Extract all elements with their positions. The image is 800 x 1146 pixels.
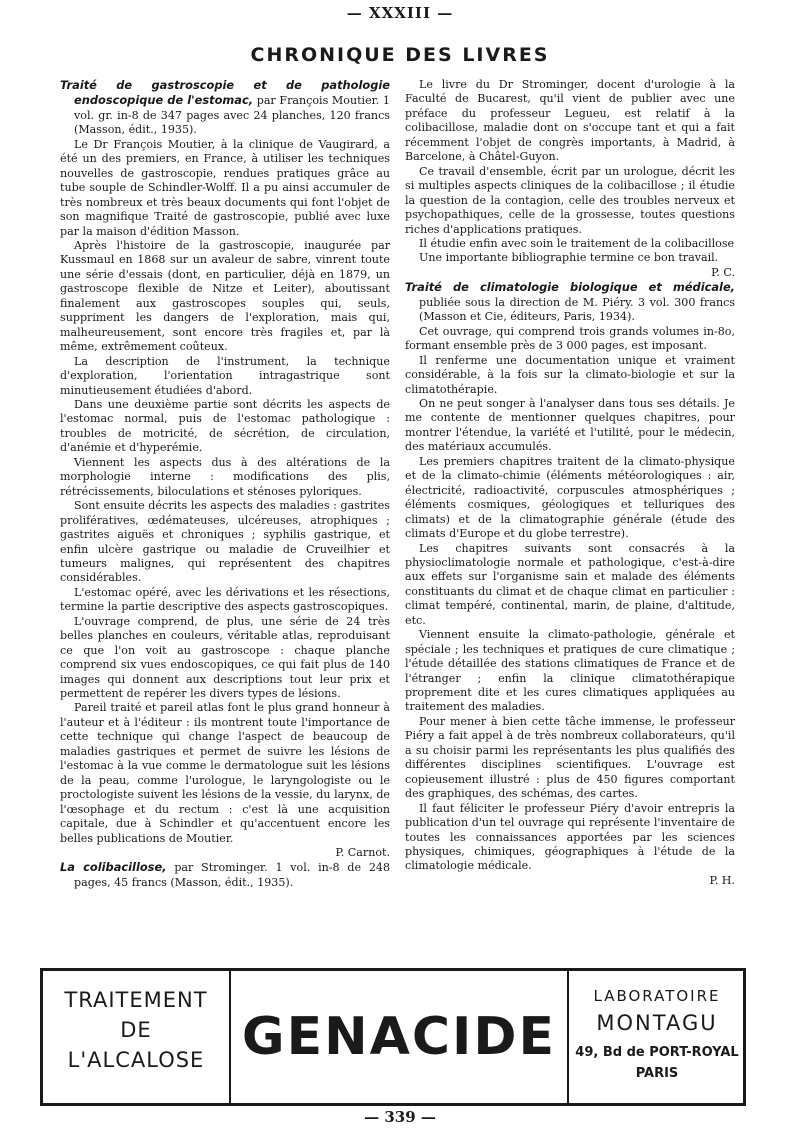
ad-brand-name: GENACIDE [241,1007,557,1067]
ad-address: 49, Bd de PORT-ROYAL [575,1045,739,1060]
paragraph: Les chapitres suivants sont consacrés à la physioclimatologie normale et pathologique, c'est-à-dire aux effets sur l'organisme sain et malade des éléments constituants du climat et de chaque climat en particulier : climat tempéré, continental, marin, de plaine, d'altitude, etc. [405,541,735,627]
left-column [60,78,390,890]
book-meta: par Strominger. 1 vol. in-8 de 248 pages, 45 francs (Masson, édit., 1935). [74,861,391,889]
ad-alcalose-line: L'ALCALOSE [67,1048,205,1072]
review-heading-climatologie [405,280,735,324]
paragraph: Viennent les aspects dus à des altérations de la morphologie interne : modifications des plis, rétrécissements, biloculations et sténoses pyloriques. [60,455,390,498]
paragraph: Pour mener à bien cette tâche immense, le professeur Piéry a fait appel à de très nombreux collaborateurs, qu'il a su choisir parmi les représentants les plus qualifiés des différentes disciplines scientifiques. L'ouvrage est copieusement illustré : plus de 450 figures comportant des graphiques, des schémas, des cartes. [405,714,735,801]
paragraph: Cet ouvrage, qui comprend trois grands volumes in-8o, formant ensemble près de 3 000 pages, est imposant. [405,324,735,353]
review-signature: P. Carnot. [335,846,390,860]
paragraph: L'estomac opéré, avec les dérivations et les résections, termine la partie descriptive des aspects gastroscopiques. [60,585,390,614]
book-title: Traité de gastroscopie et de pathologie endoscopique de l'estomac, [60,78,390,108]
paragraph: Les premiers chapitres traitent de la climato-physique et de la climato-chimie (éléments météorologiques : air, électricité, radioactivité, corpuscules atmosphériques ; éléments cosmiques, géologiques et telluriques des climats) et de la climatographie générale (étude des climats d'Europe et du globe terrestre). [405,454,735,541]
page-number: — 339 — [364,1108,436,1126]
review-heading-colibacillose [60,860,390,890]
section-roman-numeral: — XXXIII — [346,4,454,22]
book-meta: publiée sous la direction de M. Piéry. 3 vol. 300 francs (Masson et Cie, éditeurs, Paris, 1934). [419,295,735,324]
paragraph: Le Dr François Moutier, à la clinique de Vaugirard, a été un des premiers, en France, à utiliser les techniques nouvelles de gastroscopie, rendues pratiques grâce au tube souple de Schindler-Wolff. Il a pu ainsi accumuler de très nombreux et très beaux documents qui font l'objet de son magnifique Traité de gastroscopie, publié avec luxe par la maison d'édition Masson. [60,137,390,238]
paragraph: Une importante bibliographie termine ce bon travail. [419,251,719,265]
ad-left-panel [43,971,231,1103]
paragraph: Ce travail d'ensemble, écrit par un urologue, décrit les si multiples aspects cliniques de la colibacillose ; il étudie la question de la contagion, celle des troubles nerveux et psychopathiques, celle de la grossesse, toutes questions riches d'applications pratiques. [405,164,735,236]
book-title: Traité de climatologie biologique et médicale, [405,280,735,295]
paragraph: Le livre du Dr Strominger, docent d'urologie à la Faculté de Bucarest, qu'il vient de publier avec une préface du professeur Legueu, est relatif à la colibacillose, maladie dont on s'occupe tant et qui a fait récemment l'objet de congrès importants, à Madrid, à Barcelone, à Châtel-Guyon. [405,78,735,164]
paragraph: Après l'histoire de la gastroscopie, inaugurée par Kussmaul en 1868 sur un avaleur de sabre, vinrent toute une série d'essais (dont, en particulier, déjà en 1879, un gastroscope flexible de Nitze et Leiter), aboutissant finalement aux gastroscopes souples qui, seuls, suppriment les dangers de l'exploration, mais qui, malheureusement, sont encore très fragiles et, par là même, extrêmement coûteux. [60,238,390,354]
paragraph: Pareil traité et pareil atlas font le plus grand honneur à l'auteur et à l'éditeur : ils montrent toute l'importance de cette technique qui change l'aspect de beaucoup de maladies gastriques et permet de suivre les lésions de l'estomac à la vue comme le dermatologue suit les lésions de la peau, comme l'urologue, le laryngologiste ou le proctologiste suivent les lésions de la vessie, du larynx, de l'œsophage et du rectum : c'est là une acquisition capitale, due à Schindler et qu'accentuent encore les belles publications de Moutier. [60,701,390,845]
paragraph: Il faut féliciter le professeur Piéry d'avoir entrepris la publication d'un tel ouvrage qui représente l'inventaire de toutes les connaissances apportées par les sciences physiques, chimiques, géographiques à l'étude de la climatologie médicale. [405,801,735,873]
genacide-advertisement [40,968,746,1106]
right-column [405,78,735,888]
paragraph: Sont ensuite décrits les aspects des maladies : gastrites prolifératives, œdémateuses, ulcéreuses, atrophiques ; gastrites aiguës et chroniques ; syphilis gastrique, et enfin ulcère gastrique ou maladie de Cruveilhier et tumeurs malignes, qui représentent des chapitres considérables. [60,499,390,585]
paragraph: Il étudie enfin avec soin le traitement de la colibacillose [419,236,735,250]
ad-city: PARIS [635,1066,679,1081]
review-signature: P. H. [709,873,735,887]
paragraph: La description de l'instrument, la technique d'exploration, l'orientation intragastrique sont minutieusement étudiées d'abord. [60,354,390,397]
paragraph: On ne peut songer à l'analyser dans tous ses détails. Je me contente de mentionner quelques chapitres, pour montrer l'étendue, la variété et l'utilité, pour le médecin, des matériaux accumulés. [405,396,735,454]
paragraph: Dans une deuxième partie sont décrits les aspects de l'estomac normal, puis de l'estomac pathologique : troubles de motricité, de sécrétion, de circulation, d'anémie et d'hyperémie. [60,397,390,455]
ad-right-panel [567,971,745,1103]
ad-laboratoire: LABORATOIRE [593,987,721,1005]
paragraph: L'ouvrage comprend, de plus, une série de 24 très belles planches en couleurs, véritable atlas, reproduisant ce que l'on voit au gastroscope : chaque planche comprend six vues endoscopiques, ce qui fait plus de 140 images qui donnent aux descriptions tout leur prix et permettent de repérer les divers types de lésions. [60,614,390,701]
paragraph: Il renferme une documentation unique et vraiment considérable, à la fois sur la climato-biologie et sur la climatothérapie. [405,353,735,396]
ad-montagu: MONTAGU [596,1011,718,1035]
book-title: La colibacillose, [60,860,167,875]
ad-treatment-line: TRAITEMENT [64,988,208,1012]
book-meta: par François Moutier. 1 vol. gr. in-8 de 347 pages avec 24 planches, 120 francs (Masson, édit., 1935). [74,94,390,137]
ad-de-line: DE [120,1018,152,1042]
paragraph: Viennent ensuite la climato-pathologie, générale et spéciale ; les techniques et pratiques de cure climatique ; l'étude détaillée des stations climatiques de France et de l'étranger ; enfin la clinique climatothérapique proprement dite et les cures climatiques appliquées au traitement des maladies. [405,628,735,714]
review-signature: P. C. [711,265,735,279]
page-title: CHRONIQUE DES LIVRES [250,44,550,66]
review-heading-gastroscopie [60,78,390,138]
